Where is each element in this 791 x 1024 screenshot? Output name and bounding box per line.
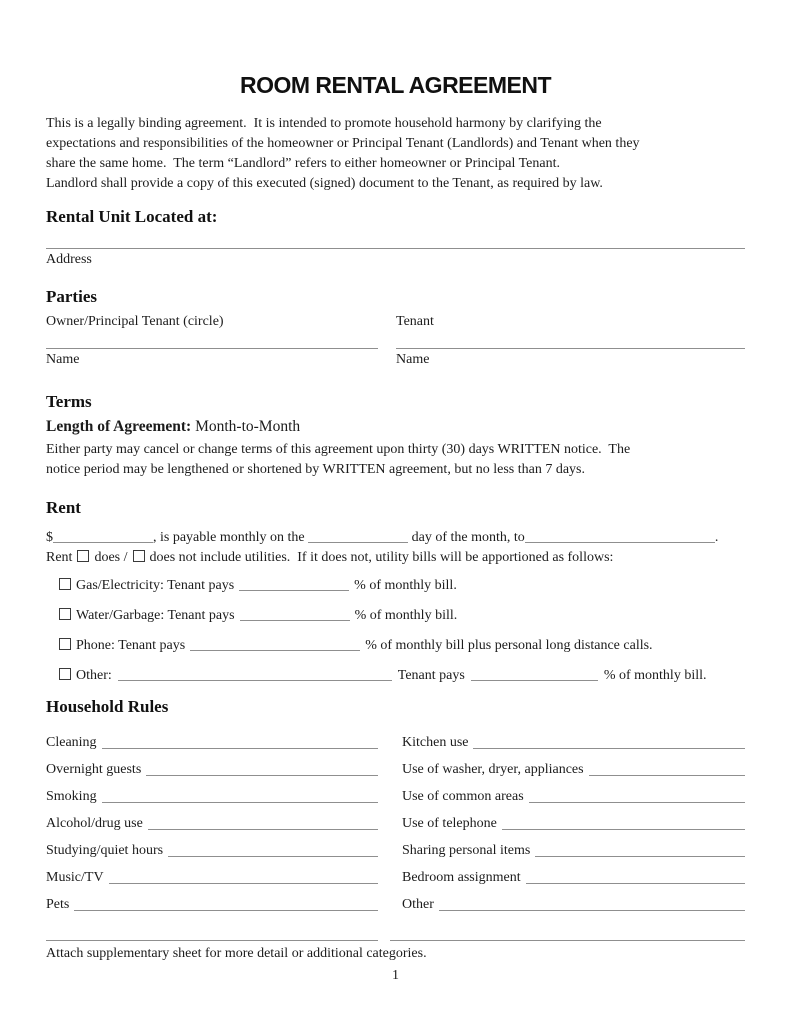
utility-item-suffix: % of monthly bill plus personal long distance calls. <box>365 638 653 653</box>
other-percent-field-line[interactable] <box>471 678 598 681</box>
utilities-text-does: does / <box>94 550 128 565</box>
rules-row <box>46 779 745 806</box>
rule-label-pets: Pets <box>46 897 70 912</box>
intro-line: This is a legally binding agreement. It is intended to promote household harmony by clarifying the <box>46 116 602 131</box>
rule-label-overnight-guests: Overnight guests <box>46 762 142 777</box>
owner-name-label: Name <box>46 352 80 367</box>
overnight-guests-field-line[interactable] <box>146 775 378 776</box>
length-of-agreement-line <box>46 417 745 437</box>
telephone-field-line[interactable] <box>502 829 745 830</box>
section-heading-parties: Parties <box>46 287 97 306</box>
rent-amount-field-line[interactable] <box>53 540 153 543</box>
terms-paragraph <box>46 440 745 480</box>
gas-electricity-percent-field-line[interactable] <box>239 588 349 591</box>
intro-paragraph <box>46 114 745 194</box>
rule-label-telephone: Use of telephone <box>402 816 497 831</box>
utility-item-label: Gas/Electricity: Tenant pays <box>76 578 235 593</box>
smoking-field-line[interactable] <box>102 802 378 803</box>
utility-item-water-garbage <box>58 606 745 625</box>
utility-item-label: Phone: Tenant pays <box>76 638 186 653</box>
supplementary-sheet-note: Attach supplementary sheet for more detail or additional categories. <box>46 946 427 961</box>
does-checkbox[interactable] <box>77 550 89 562</box>
owner-principal-tenant-label[interactable]: Owner/Principal Tenant (circle) <box>46 314 224 329</box>
rent-payable-text-1: , is payable monthly on the <box>153 530 309 545</box>
rent-day-field-line[interactable] <box>308 540 408 543</box>
water-garbage-checkbox[interactable] <box>59 608 71 620</box>
rules-row <box>46 752 745 779</box>
rule-label-other: Other <box>402 897 434 912</box>
alcohol-drug-use-field-line[interactable] <box>148 829 378 830</box>
phone-checkbox[interactable] <box>59 638 71 650</box>
rules-row <box>46 833 745 860</box>
utilities-text-pre: Rent <box>46 550 73 565</box>
rules-row <box>46 860 745 887</box>
utility-item-label: Other: <box>76 668 112 683</box>
other-description-field-line[interactable] <box>118 678 392 681</box>
does-not-checkbox[interactable] <box>133 550 145 562</box>
terms-line: notice period may be lengthened or shortened by WRITTEN agreement, but no less than 7 days. <box>46 462 585 477</box>
intro-line: share the same home. The term “Landlord” refers to either homeowner or Principal Tenant. <box>46 156 560 171</box>
pets-field-line[interactable] <box>74 910 378 911</box>
utility-item-suffix: % of monthly bill. <box>354 578 457 593</box>
section-heading-terms: Terms <box>46 392 92 411</box>
sharing-personal-items-field-line[interactable] <box>535 856 745 857</box>
utility-item-phone <box>58 636 745 655</box>
utility-item-other <box>58 666 745 685</box>
water-garbage-percent-field-line[interactable] <box>240 618 350 621</box>
rule-label-alcohol-drug-use: Alcohol/drug use <box>46 816 143 831</box>
address-label: Address <box>46 252 92 267</box>
intro-line: expectations and responsibilities of the homeowner or Principal Tenant (Landlords) and Tenant when they <box>46 136 640 151</box>
document-title: ROOM RENTAL AGREEMENT <box>239 72 552 98</box>
rule-label-music-tv: Music/TV <box>46 870 104 885</box>
utility-item-mid: Tenant pays <box>397 668 465 683</box>
utilities-text-does-not: does not include utilities. If it does not, utility bills will be apportioned as follows: <box>149 550 614 565</box>
household-rules-grid <box>46 725 745 914</box>
tenant-name-field-line[interactable] <box>396 348 745 349</box>
extra-rule-right-field-line[interactable] <box>390 940 745 941</box>
rent-utilities-row <box>46 548 745 567</box>
common-areas-field-line[interactable] <box>529 802 745 803</box>
page-number: 1 <box>392 968 399 983</box>
cleaning-field-line[interactable] <box>102 748 378 749</box>
utility-apportionment-list <box>46 576 745 685</box>
utility-item-suffix: % of monthly bill. <box>603 668 707 683</box>
rent-payee-field-line[interactable] <box>525 540 715 543</box>
rules-row <box>46 887 745 914</box>
other-checkbox[interactable] <box>59 668 71 680</box>
extra-rule-left-field-line[interactable] <box>46 940 378 941</box>
section-heading-household-rules: Household Rules <box>46 697 169 716</box>
rules-row <box>46 806 745 833</box>
other-rule-field-line[interactable] <box>439 910 745 911</box>
extra-rules-blank-row <box>46 940 745 941</box>
gas-electricity-checkbox[interactable] <box>59 578 71 590</box>
rule-label-studying-quiet-hours: Studying/quiet hours <box>46 843 164 858</box>
address-field-line[interactable] <box>46 248 745 249</box>
intro-line: Landlord shall provide a copy of this executed (signed) document to the Tenant, as required by law. <box>46 176 603 191</box>
rule-label-kitchen-use: Kitchen use <box>402 735 469 750</box>
rent-payable-row <box>46 528 745 547</box>
section-heading-rent: Rent <box>46 498 81 517</box>
rules-row <box>46 725 745 752</box>
rule-label-smoking: Smoking <box>46 789 97 804</box>
tenant-name-label: Name <box>396 352 430 367</box>
washer-dryer-field-line[interactable] <box>589 775 745 776</box>
name-lines-row <box>46 348 745 349</box>
utility-item-gas-electricity <box>58 576 745 595</box>
party-labels-row <box>46 313 745 331</box>
tenant-label: Tenant <box>396 314 434 329</box>
currency-symbol: $ <box>46 530 53 545</box>
length-of-agreement-label: Length of Agreement: <box>46 418 192 435</box>
length-of-agreement-value: Month-to-Month <box>191 418 301 435</box>
rent-payable-text-2: day of the month, to <box>408 530 525 545</box>
section-heading-rental-unit: Rental Unit Located at: <box>46 207 218 226</box>
rule-label-common-areas: Use of common areas <box>402 789 524 804</box>
phone-percent-field-line[interactable] <box>190 648 360 651</box>
rent-payable-period: . <box>714 530 719 545</box>
utility-item-suffix: % of monthly bill. <box>354 608 458 623</box>
name-labels-row <box>46 349 745 369</box>
bedroom-assignment-field-line[interactable] <box>526 883 745 884</box>
rule-label-washer-dryer: Use of washer, dryer, appliances <box>402 762 584 777</box>
studying-quiet-hours-field-line[interactable] <box>168 856 378 857</box>
music-tv-field-line[interactable] <box>109 883 378 884</box>
owner-name-field-line[interactable] <box>46 348 378 349</box>
utility-item-label: Water/Garbage: Tenant pays <box>76 608 235 623</box>
rule-label-bedroom-assignment: Bedroom assignment <box>402 870 521 885</box>
kitchen-use-field-line[interactable] <box>473 748 745 749</box>
rule-label-sharing-personal-items: Sharing personal items <box>402 843 531 858</box>
terms-line: Either party may cancel or change terms of this agreement upon thirty (30) days WRITTEN notice. The <box>46 442 631 457</box>
rule-label-cleaning: Cleaning <box>46 735 97 750</box>
